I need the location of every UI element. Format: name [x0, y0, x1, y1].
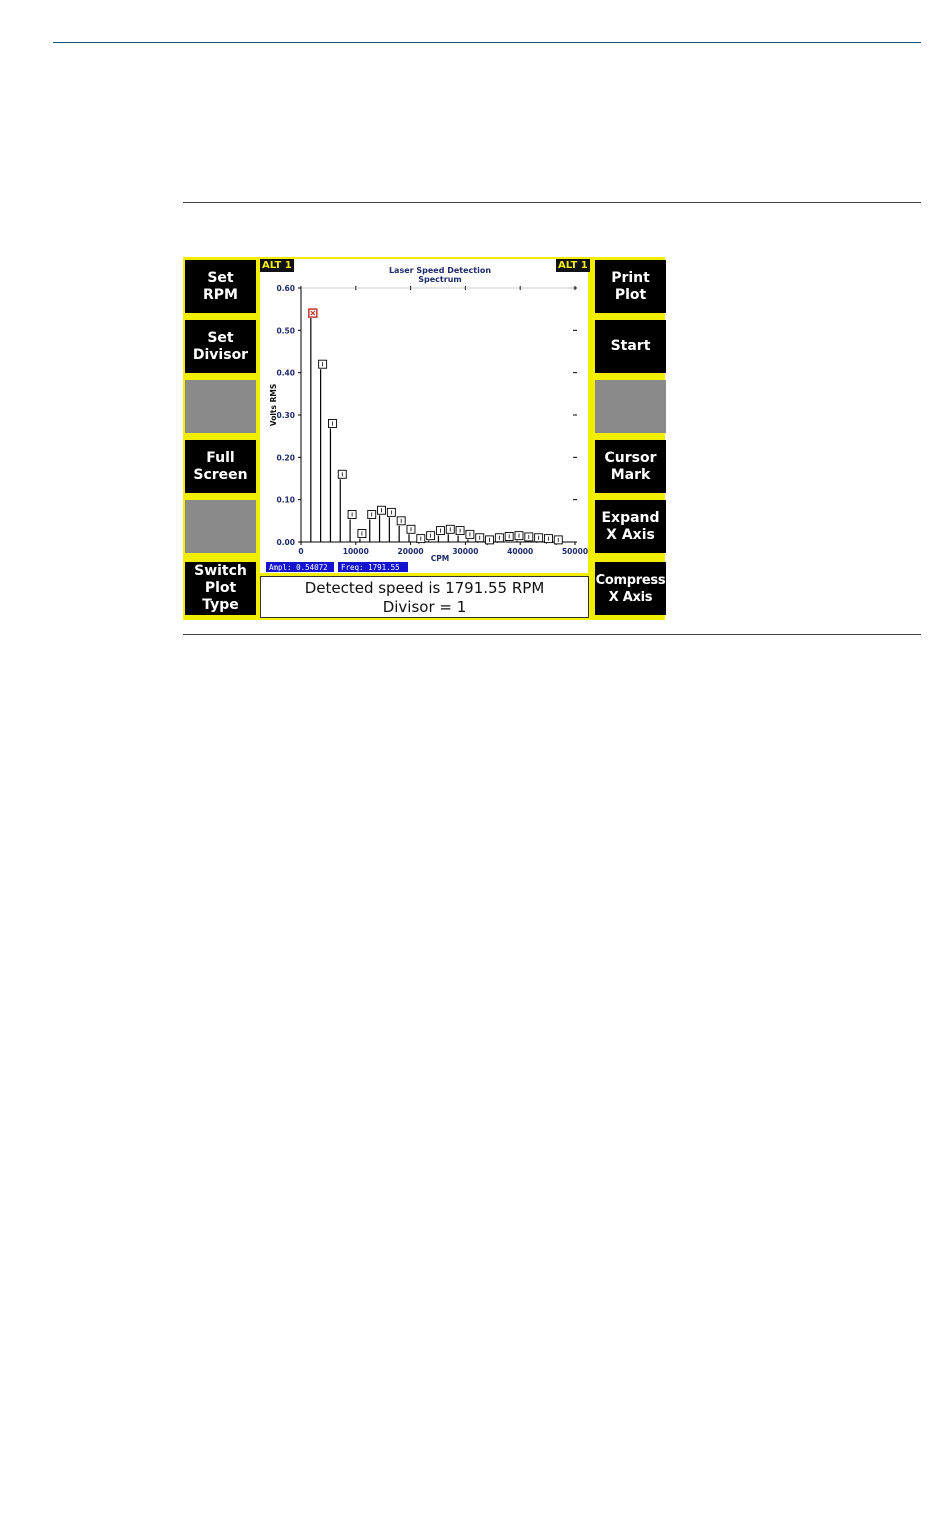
y-tick-label: 0.60: [276, 284, 295, 293]
compress-x-axis-button[interactable]: Compress X Axis: [595, 562, 666, 615]
x-axis-label: CPM: [430, 554, 450, 563]
x-tick-label: 50000: [561, 547, 588, 556]
figure-bottom-rule: [183, 634, 921, 635]
y-tick-label: 0.50: [276, 326, 295, 336]
peak-markers: [309, 309, 562, 544]
alt-label-left: ALT 1: [262, 260, 292, 271]
print-plot-button[interactable]: Print Plot: [595, 260, 666, 313]
cursor-mark-button[interactable]: Cursor Mark: [595, 440, 666, 493]
blank-left-key-3[interactable]: [185, 380, 256, 433]
set-divisor-button[interactable]: Set Divisor: [185, 320, 256, 373]
x-tick-label: 10000: [342, 547, 369, 556]
x-tick-label: 40000: [507, 547, 534, 556]
y-tick-label: 0.10: [276, 495, 295, 505]
analyzer-screen: [183, 257, 665, 620]
y-tick-label: 0.20: [276, 453, 295, 463]
full-screen-button[interactable]: Full Screen: [185, 440, 256, 493]
spectrum-plot-area: [260, 259, 588, 573]
chart-title: Laser Speed Detection: [388, 266, 492, 275]
x-tick-label: 0: [298, 547, 304, 556]
blank-right-key-3[interactable]: [595, 380, 666, 433]
page-header-rule: [53, 42, 921, 43]
blank-left-key-5[interactable]: [185, 500, 256, 553]
switch-plot-type-button[interactable]: Switch Plot Type: [185, 562, 256, 615]
chart-subtitle: Spectrum: [418, 275, 462, 284]
expand-x-axis-button[interactable]: Expand X Axis: [595, 500, 666, 553]
spectrum-lines: [311, 318, 556, 545]
start-button[interactable]: Start: [595, 320, 666, 373]
y-axis-label: Volts RMS: [269, 383, 278, 427]
spectrum-chart: [260, 259, 588, 573]
freq-readout: Freq: 1791.55: [341, 563, 400, 572]
divisor-text: Divisor = 1: [382, 598, 467, 616]
figure-top-rule: [183, 202, 921, 203]
x-tick-label: 30000: [452, 547, 479, 556]
y-tick-label: 0.30: [276, 411, 295, 420]
detected-speed-text: Detected speed is 1791.55 RPM: [304, 579, 545, 597]
x-tick-label: 20000: [397, 547, 424, 556]
y-tick-label: 0.00: [276, 538, 295, 547]
chart-axes: [276, 284, 588, 556]
ampl-readout: Ampl: 0.54072: [269, 563, 328, 572]
alt-label-right: ALT 1: [558, 260, 588, 271]
set-rpm-button[interactable]: Set RPM: [185, 260, 256, 313]
y-tick-label: 0.40: [276, 368, 295, 378]
speed-readout-panel: [260, 576, 589, 618]
